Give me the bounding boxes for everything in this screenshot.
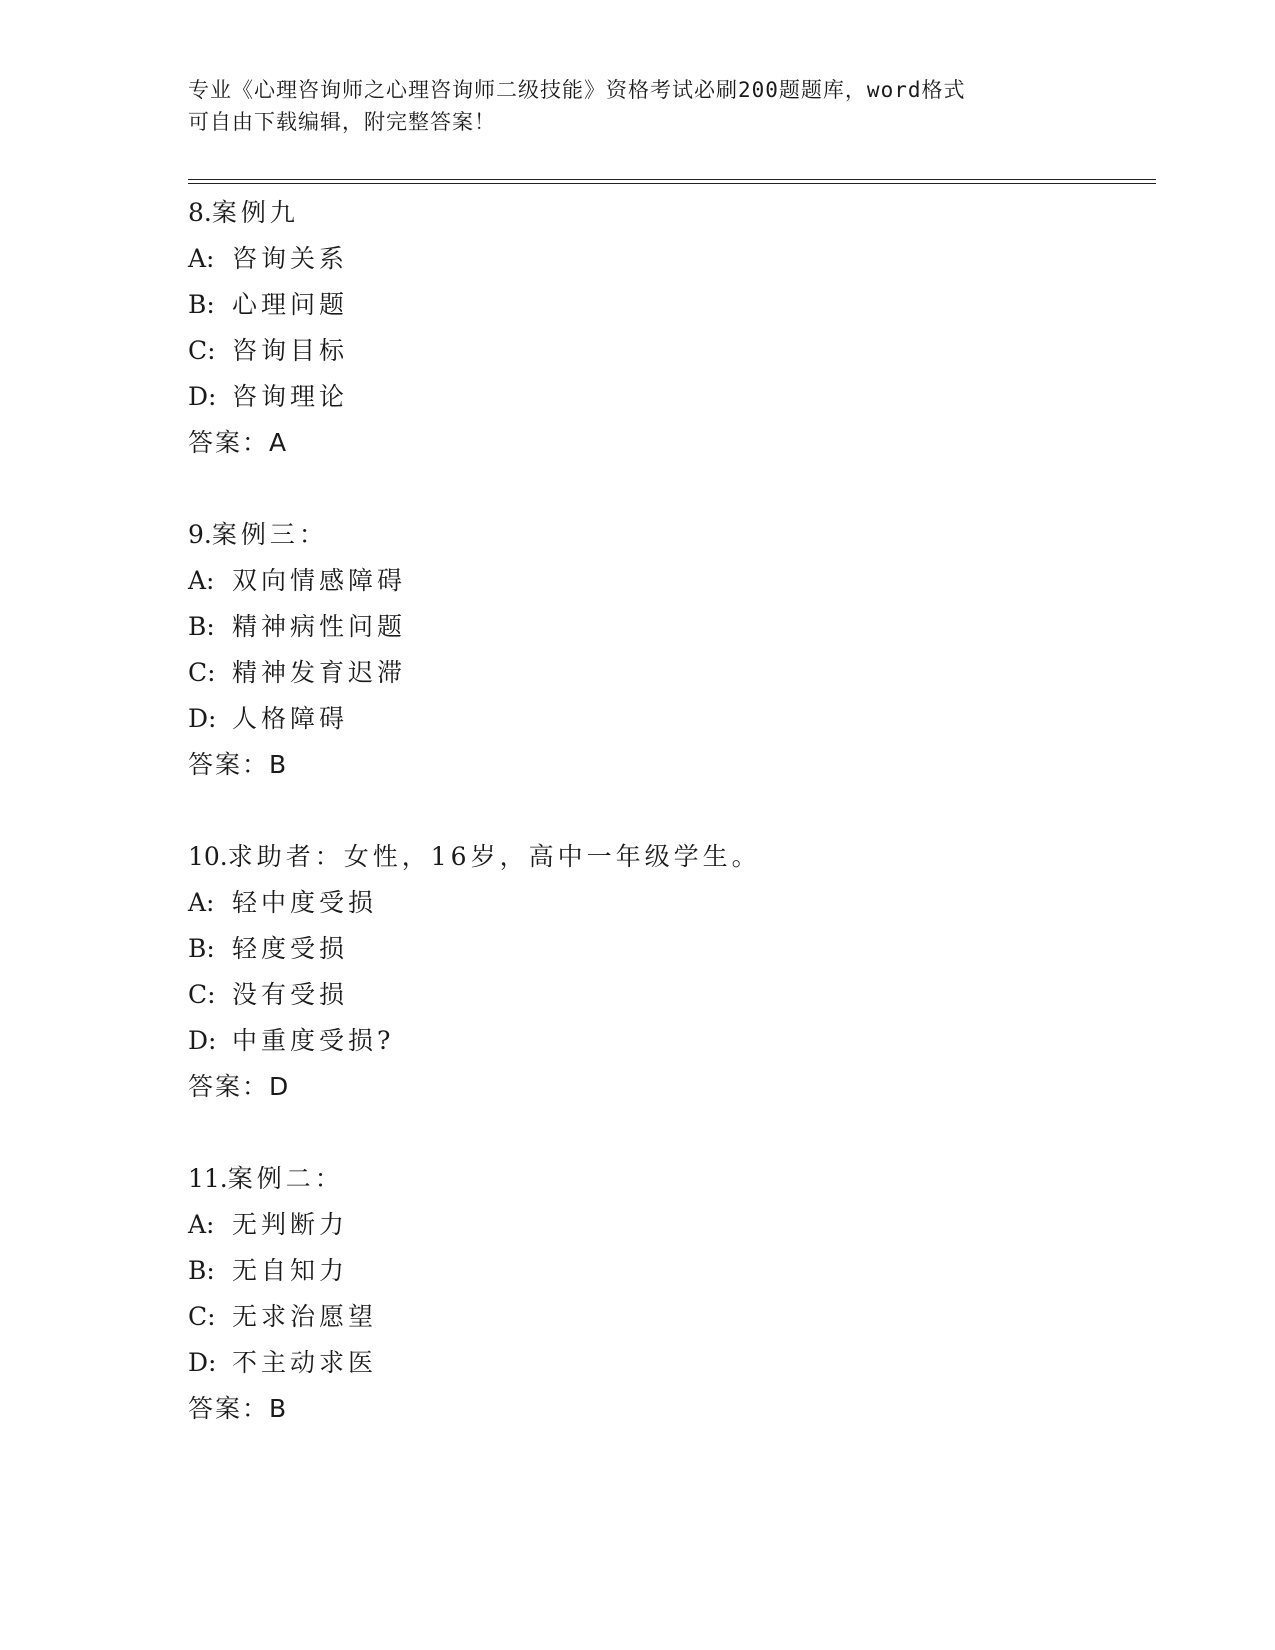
- question-10: [188, 834, 1148, 1110]
- option-letter: A:: [188, 1210, 215, 1239]
- document-header: [188, 74, 1088, 138]
- option-letter: D:: [188, 1348, 217, 1377]
- option-b: [188, 604, 1148, 650]
- question-stem: [188, 834, 1148, 880]
- option-text: 心理问题: [232, 290, 349, 319]
- question-text: 案例九: [211, 198, 299, 227]
- answer-line: 答案：A: [188, 428, 289, 457]
- question-text: 案例二：: [227, 1164, 344, 1193]
- option-text: 轻度受损: [232, 934, 349, 963]
- option-text: 中重度受损?: [232, 1026, 395, 1055]
- question-number: 8.: [188, 198, 212, 227]
- question-stem: [188, 1156, 1148, 1202]
- question-list: [188, 190, 1148, 1478]
- option-d: [188, 1018, 1148, 1064]
- option-text: 轻中度受损: [232, 888, 378, 917]
- option-text: 精神病性问题: [232, 612, 407, 641]
- header-line-2: 可自由下载编辑，附完整答案！: [188, 110, 496, 134]
- option-letter: C:: [188, 980, 216, 1009]
- option-a: [188, 1202, 1148, 1248]
- question-number: 10.: [188, 842, 228, 871]
- header-line-1: 专业《心理咨询师之心理咨询师二级技能》资格考试必刷200题题库，word格式: [188, 78, 966, 102]
- option-text: 精神发育迟滞: [232, 658, 407, 687]
- option-text: 不主动求医: [232, 1348, 378, 1377]
- question-stem: [188, 512, 1148, 558]
- option-b: [188, 926, 1148, 972]
- question-text: 求助者：女性，16岁，高中一年级学生。: [227, 842, 761, 871]
- question-11: [188, 1156, 1148, 1432]
- option-c: [188, 972, 1148, 1018]
- option-text: 没有受损: [232, 980, 349, 1009]
- option-text: 无求治愿望: [232, 1302, 378, 1331]
- option-letter: B:: [188, 290, 215, 319]
- question-text: 案例三：: [211, 520, 328, 549]
- option-text: 咨询目标: [232, 336, 349, 365]
- option-letter: D:: [188, 1026, 217, 1055]
- option-a: [188, 558, 1148, 604]
- option-text: 无判断力: [232, 1210, 349, 1239]
- option-text: 咨询关系: [232, 244, 349, 273]
- header-divider-top: [188, 179, 1156, 180]
- option-letter: A:: [188, 244, 215, 273]
- option-letter: B:: [188, 934, 215, 963]
- option-letter: C:: [188, 336, 216, 365]
- option-c: [188, 328, 1148, 374]
- option-letter: B:: [188, 612, 215, 641]
- option-text: 咨询理论: [232, 382, 349, 411]
- question-9: [188, 512, 1148, 788]
- option-b: [188, 1248, 1148, 1294]
- option-text: 双向情感障碍: [232, 566, 407, 595]
- question-number: 9.: [188, 520, 212, 549]
- option-d: [188, 1340, 1148, 1386]
- option-d: [188, 696, 1148, 742]
- option-a: [188, 236, 1148, 282]
- header-divider-bottom: [188, 183, 1156, 184]
- option-text: 无自知力: [232, 1256, 349, 1285]
- option-c: [188, 650, 1148, 696]
- answer-line: 答案：B: [188, 1394, 289, 1423]
- question-number: 11.: [188, 1164, 228, 1193]
- option-d: [188, 374, 1148, 420]
- option-letter: A:: [188, 566, 215, 595]
- answer-line: 答案：D: [188, 1072, 291, 1101]
- question-8: [188, 190, 1148, 466]
- option-letter: D:: [188, 704, 217, 733]
- question-stem: [188, 190, 1148, 236]
- option-text: 人格障碍: [232, 704, 349, 733]
- option-c: [188, 1294, 1148, 1340]
- option-letter: C:: [188, 1302, 216, 1331]
- option-letter: C:: [188, 658, 216, 687]
- option-letter: A:: [188, 888, 215, 917]
- option-a: [188, 880, 1148, 926]
- answer-line: 答案：B: [188, 750, 289, 779]
- option-letter: D:: [188, 382, 217, 411]
- option-letter: B:: [188, 1256, 215, 1285]
- option-b: [188, 282, 1148, 328]
